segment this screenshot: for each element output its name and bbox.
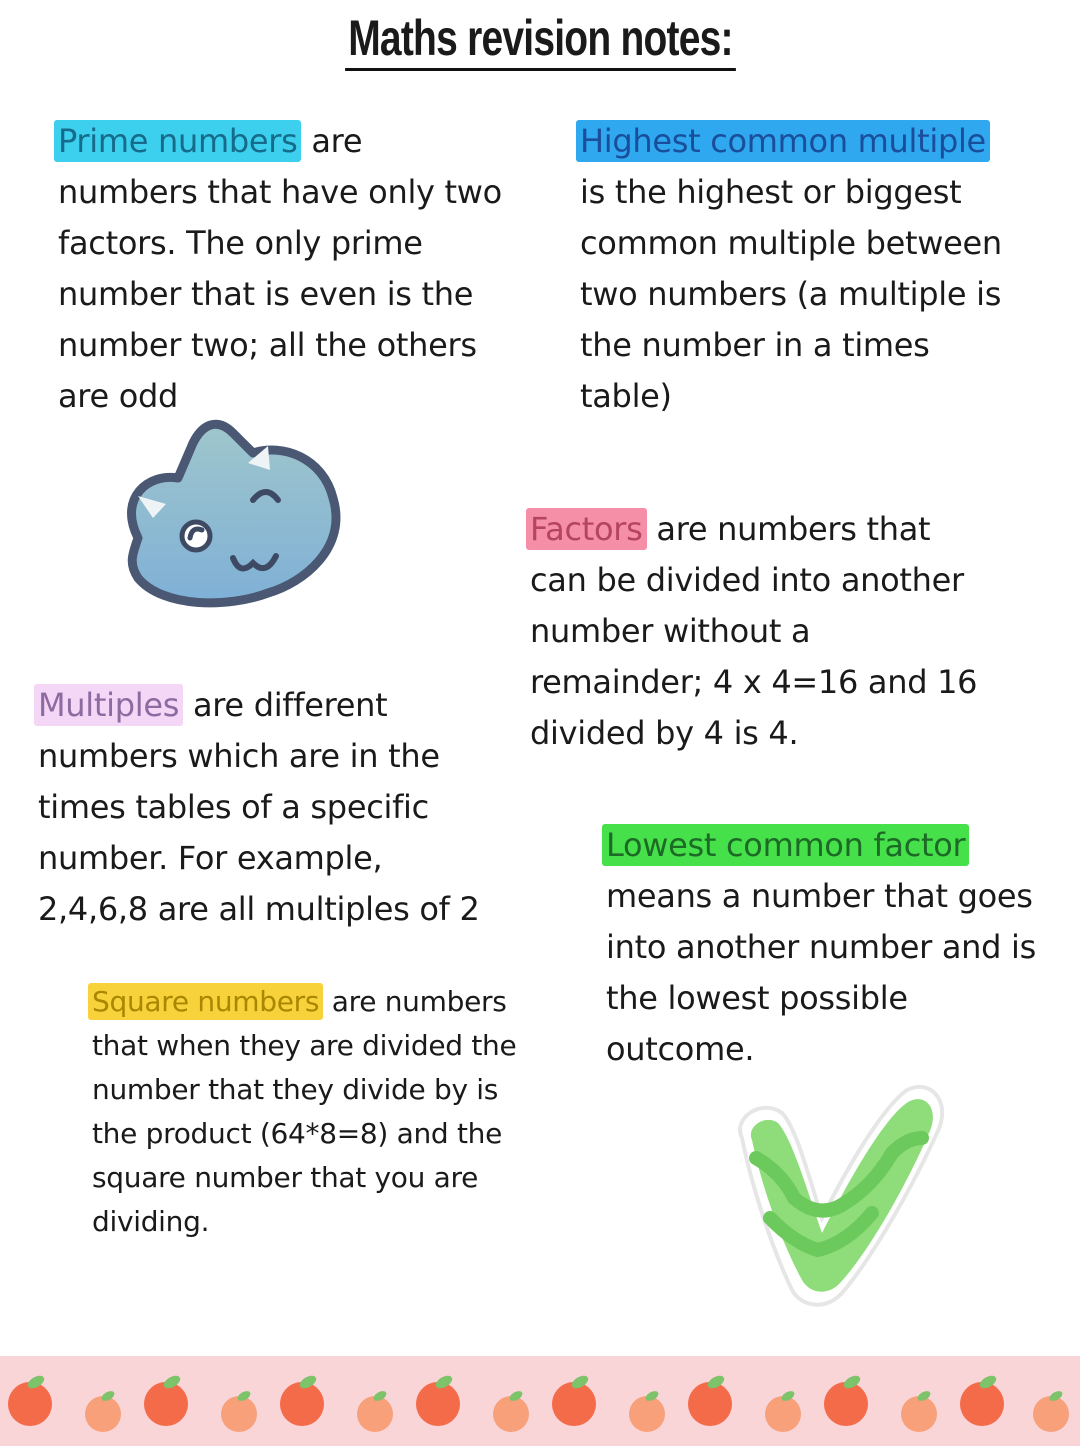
peach-icon xyxy=(0,1370,60,1434)
highlight-lowest-common-factor: Lowest common factor xyxy=(602,824,969,866)
highlight-highest-common-multiple: Highest common multiple xyxy=(576,120,990,162)
peach-icon xyxy=(136,1370,196,1434)
peach-icon xyxy=(350,1386,400,1440)
note-prime-numbers: Prime numbers are numbers that have only two factors. The only prime number that is even is the number two; all the others are odd xyxy=(58,116,538,422)
peach-icon xyxy=(952,1370,1012,1434)
peach-icon xyxy=(272,1370,332,1434)
note-factors: Factors are numbers that can be divided into another number without a remainder; 4 x 4=16 and 16 divided by 4 is 4. xyxy=(530,504,1050,759)
checkmark-icon xyxy=(722,1078,952,1310)
cat-face-icon xyxy=(108,418,344,618)
title-text: Maths revision notes: xyxy=(345,8,736,71)
note-lowest-common-factor: Lowest common factor means a number that goes into another number and is the lowest possible outcome. xyxy=(606,820,1066,1075)
peach-icon xyxy=(622,1386,672,1440)
peach-icon xyxy=(1026,1386,1076,1440)
highlight-factors: Factors xyxy=(526,508,647,550)
peach-border xyxy=(0,1356,1080,1446)
peach-icon xyxy=(758,1386,808,1440)
note-square-numbers: Square numbers are numbers that when they are divided the number that they divide by is the product (64*8=8) and the square number that you are dividing. xyxy=(92,980,552,1244)
peach-icon xyxy=(816,1370,876,1434)
note-highest-common-multiple: Highest common multiple is the highest or biggest common multiple between two numbers (a multiple is the number in a times table) xyxy=(580,116,1060,422)
highlight-square-numbers: Square numbers xyxy=(88,983,323,1020)
peach-icon xyxy=(78,1386,128,1440)
page-title xyxy=(0,8,1080,71)
peach-icon xyxy=(214,1386,264,1440)
peach-icon xyxy=(408,1370,468,1434)
highlight-multiples: Multiples xyxy=(34,684,183,726)
peach-icon xyxy=(544,1370,604,1434)
peach-icon xyxy=(486,1386,536,1440)
peach-icon xyxy=(894,1386,944,1440)
highlight-prime-numbers: Prime numbers xyxy=(54,120,301,162)
note-multiples: Multiples are different numbers which are in the times tables of a specific number. For example, 2,4,6,8 are all multiples of 2 xyxy=(38,680,528,935)
peach-icon xyxy=(680,1370,740,1434)
